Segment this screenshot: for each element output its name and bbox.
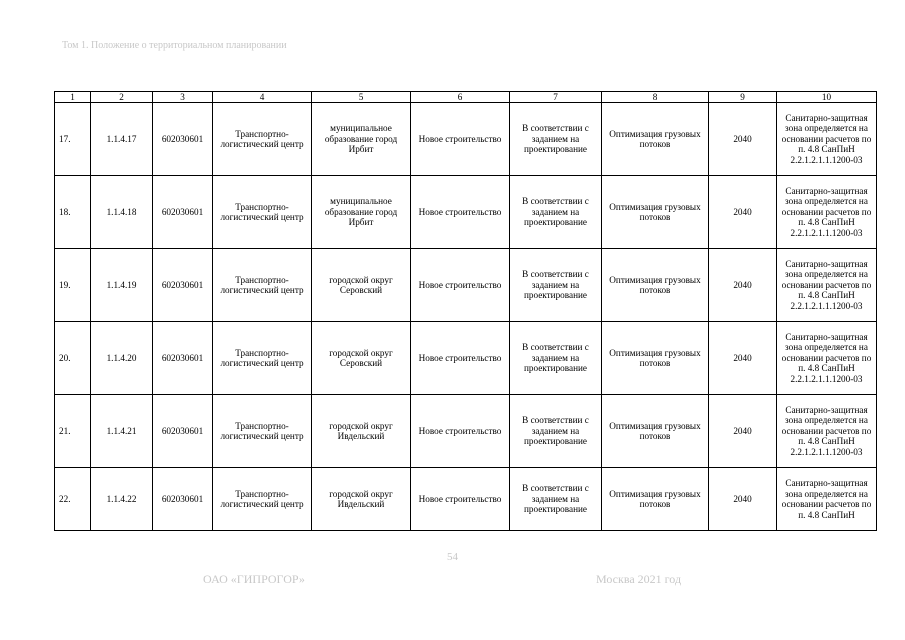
object-status: Новое строительство (411, 176, 510, 249)
object-status: Новое строительство (411, 395, 510, 468)
object-basis: В соответствии с заданием на проектирование (510, 249, 602, 322)
object-location: городской округ Ивдельский (312, 395, 411, 468)
column-number: 1 (55, 92, 91, 103)
object-year: 2040 (709, 468, 777, 531)
object-status: Новое строительство (411, 103, 510, 176)
table-row (55, 103, 877, 176)
column-number: 9 (709, 92, 777, 103)
object-type: Транспортно-логистический центр (213, 176, 312, 249)
object-location: городской округ Серовский (312, 322, 411, 395)
object-id: 602030601 (153, 249, 213, 322)
object-purpose: Оптимизация грузовых потоков (602, 395, 709, 468)
object-id: 602030601 (153, 103, 213, 176)
row-number: 19. (55, 249, 91, 322)
object-code: 1.1.4.21 (91, 395, 153, 468)
running-header: Том 1. Положение о территориальном планировании (62, 40, 287, 51)
object-basis: В соответствии с заданием на проектирование (510, 322, 602, 395)
object-year: 2040 (709, 322, 777, 395)
object-year: 2040 (709, 395, 777, 468)
table-row (55, 249, 877, 322)
object-status: Новое строительство (411, 322, 510, 395)
object-location: муниципальное образование город Ирбит (312, 176, 411, 249)
footer-organization: ОАО «ГИПРОГОР» (203, 572, 305, 586)
object-type: Транспортно-логистический центр (213, 103, 312, 176)
object-id: 602030601 (153, 468, 213, 531)
object-type: Транспортно-логистический центр (213, 322, 312, 395)
object-purpose: Оптимизация грузовых потоков (602, 103, 709, 176)
object-code: 1.1.4.18 (91, 176, 153, 249)
object-zone: Санитарно-защитная зона определяется на основании расчетов по п. 4.8 СанПиН 2.2.1.2.1.1.1200-03 (777, 249, 877, 322)
object-basis: В соответствии с заданием на проектирование (510, 395, 602, 468)
object-basis: В соответствии с заданием на проектирование (510, 103, 602, 176)
object-purpose: Оптимизация грузовых потоков (602, 249, 709, 322)
column-number: 5 (312, 92, 411, 103)
object-status: Новое строительство (411, 249, 510, 322)
object-code: 1.1.4.22 (91, 468, 153, 531)
row-number: 20. (55, 322, 91, 395)
row-number: 21. (55, 395, 91, 468)
object-location: городской округ Серовский (312, 249, 411, 322)
object-zone: Санитарно-защитная зона определяется на основании расчетов по п. 4.8 СанПиН 2.2.1.2.1.1.1200-03 (777, 103, 877, 176)
column-number: 8 (602, 92, 709, 103)
object-location: муниципальное образование город Ирбит (312, 103, 411, 176)
object-purpose: Оптимизация грузовых потоков (602, 322, 709, 395)
object-zone: Санитарно-защитная зона определяется на основании расчетов по п. 4.8 СанПиН (777, 468, 877, 531)
table-row (55, 395, 877, 468)
object-type: Транспортно-логистический центр (213, 468, 312, 531)
row-number: 18. (55, 176, 91, 249)
footer-city-year: Москва 2021 год (596, 572, 682, 586)
object-basis: В соответствии с заданием на проектирование (510, 176, 602, 249)
column-number: 4 (213, 92, 312, 103)
object-basis: В соответствии с заданием на проектирование (510, 468, 602, 531)
column-number: 7 (510, 92, 602, 103)
object-code: 1.1.4.17 (91, 103, 153, 176)
object-id: 602030601 (153, 322, 213, 395)
object-year: 2040 (709, 103, 777, 176)
page-number: 54 (447, 551, 458, 563)
row-number: 17. (55, 103, 91, 176)
object-zone: Санитарно-защитная зона определяется на основании расчетов по п. 4.8 СанПиН 2.2.1.2.1.1.1200-03 (777, 322, 877, 395)
object-purpose: Оптимизация грузовых потоков (602, 468, 709, 531)
object-year: 2040 (709, 176, 777, 249)
object-code: 1.1.4.20 (91, 322, 153, 395)
column-number: 2 (91, 92, 153, 103)
object-id: 602030601 (153, 395, 213, 468)
object-year: 2040 (709, 249, 777, 322)
column-numbers-row (55, 92, 877, 103)
table-row (55, 176, 877, 249)
object-code: 1.1.4.19 (91, 249, 153, 322)
table-row (55, 468, 877, 531)
table-row (55, 322, 877, 395)
object-zone: Санитарно-защитная зона определяется на основании расчетов по п. 4.8 СанПиН 2.2.1.2.1.1.1200-03 (777, 176, 877, 249)
object-type: Транспортно-логистический центр (213, 395, 312, 468)
object-id: 602030601 (153, 176, 213, 249)
planning-table (54, 91, 877, 531)
object-location: городской округ Ивдельский (312, 468, 411, 531)
column-number: 6 (411, 92, 510, 103)
object-zone: Санитарно-защитная зона определяется на основании расчетов по п. 4.8 СанПиН 2.2.1.2.1.1.1200-03 (777, 395, 877, 468)
row-number: 22. (55, 468, 91, 531)
column-number: 3 (153, 92, 213, 103)
object-type: Транспортно-логистический центр (213, 249, 312, 322)
object-status: Новое строительство (411, 468, 510, 531)
column-number: 10 (777, 92, 877, 103)
object-purpose: Оптимизация грузовых потоков (602, 176, 709, 249)
